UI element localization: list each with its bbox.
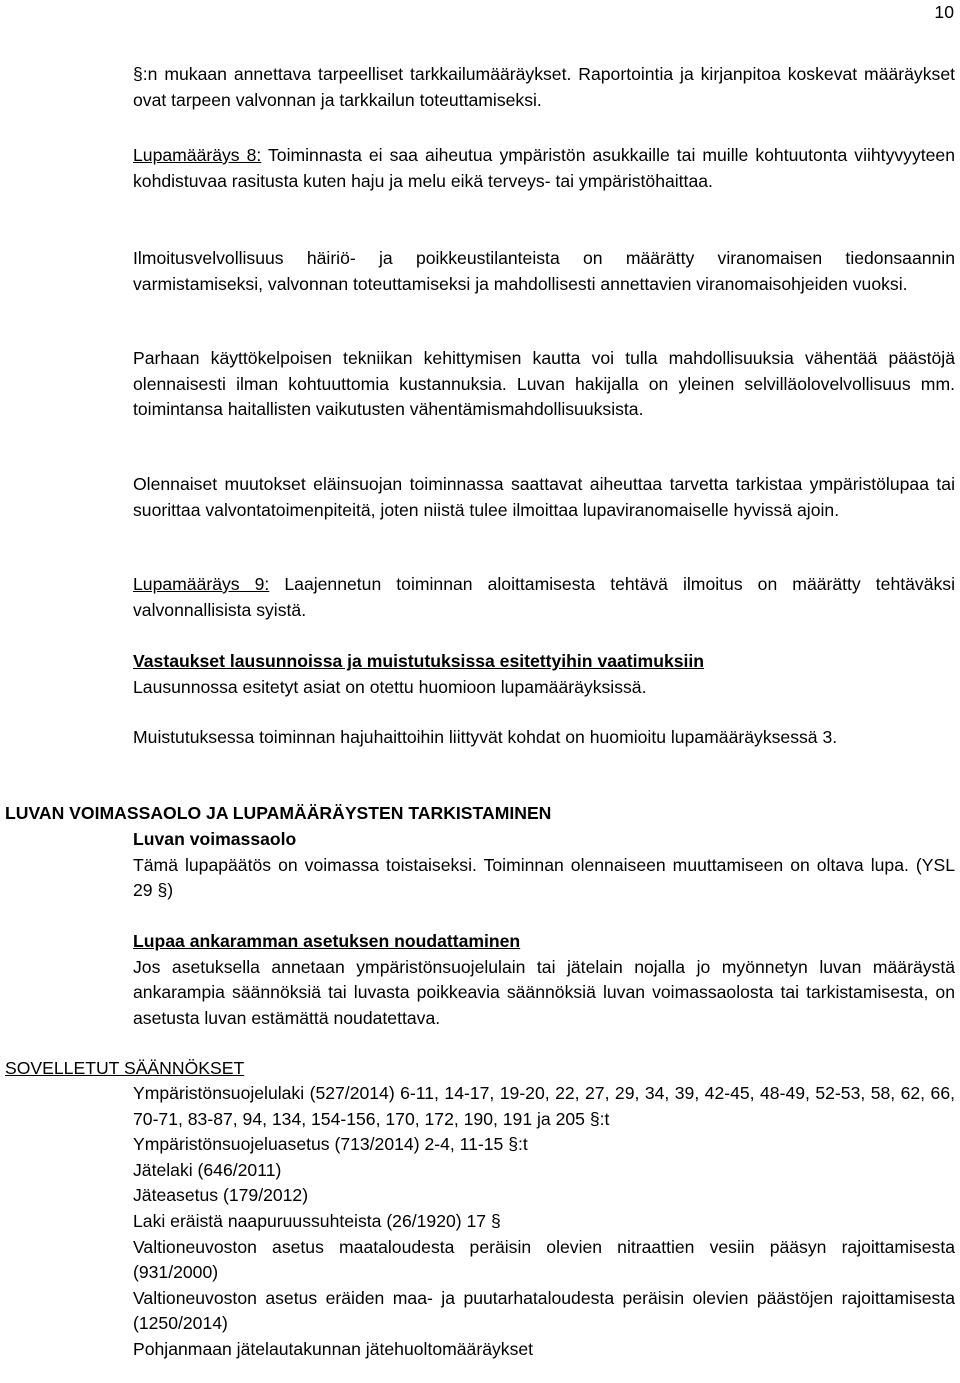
regulation-item-text: Laki eräistä naapuruussuhteista (26/1920) 17 — [133, 1210, 491, 1231]
validity-text-main: Tämä lupapäätös on voimassa toistaiseksi. Toiminnan olennaiseen muuttamiseen on oltava lupa. (YSL 29 — [133, 854, 955, 901]
regulation-item: Jätelaki (646/2011) — [133, 1159, 282, 1180]
paragraph-monitoring — [133, 62, 955, 113]
paragraph-text: :n mukaan annettava tarpeelliset tarkkailumääräykset. Raportointia ja kirjanpitoa koskevat määräykset ovat tarpeen valvonnan ja tarkkailun toteuttamiseksi. — [133, 64, 955, 110]
paragraph-permit-condition-9 — [133, 572, 955, 623]
section-symbol: § — [508, 1134, 519, 1155]
regulation-item-text: Ympäristönsuojelulaki (527/2014) 6-11, 14-17, 19-20, 22, 27, 29, 34, 39, 42-45, 48-49, 52-53, 58, 62, 66, 70-71, 83-87, 94, 134, 154-156, 170, 172, 190, 191 ja 205 — [133, 1083, 955, 1129]
regulation-item: Jäteasetus (179/2012) — [133, 1185, 309, 1206]
regulation-item: Valtioneuvoston asetus eräiden maa- ja puutarhataloudesta peräisin olevien päästöjen rajoittamisesta (1250/2014) — [133, 1287, 955, 1334]
permit-condition-label: Lupamääräys 8: — [133, 145, 262, 165]
regulation-item — [133, 1132, 955, 1158]
validity-main-heading-wrap — [5, 801, 955, 827]
paragraph-text: Olennaiset muutokset eläinsuojan toiminnassa saattavat aiheuttaa tarvetta tarkistaa ympäristölupaa tai suorittaa valvontatoimenpiteitä, joten niistä tulee ilmoittaa lupaviranomaiselle hyvissä ajoin. — [133, 474, 955, 520]
paragraph-notification-duty — [133, 246, 955, 297]
paragraph-substantial-changes — [133, 472, 955, 523]
section-symbol: § — [133, 64, 143, 84]
applied-heading-wrap — [5, 1056, 955, 1082]
responses-text-objection: Muistutuksessa toiminnan hajuhaittoihin liittyvät kohdat on huomioitu lupamääräyksessä 3. — [133, 727, 838, 747]
stricter-decree-text: Jos asetuksella annetaan ympäristönsuojelulain tai jätelain nojalla jo myönnetyn luvan määräystä ankarampia säännöksiä tai luvasta poikkeavia säännöksiä luvan voimassaolosta tai tarkistamisesta, on asetusta luvan estämättä noudatettava. — [133, 956, 955, 1028]
responses-heading: Vastaukset lausunnoissa ja muistutuksissa esitettyihin vaatimuksiin — [133, 651, 705, 671]
applied-regulations-heading: SOVELLETUT SÄÄNNÖKSET — [5, 1058, 245, 1078]
section-symbol: § — [157, 880, 168, 901]
section-symbol: § — [589, 1108, 600, 1129]
validity-text-end: ) — [167, 880, 174, 901]
regulation-item-suffix: :t — [518, 1134, 528, 1155]
regulation-item — [133, 1209, 955, 1235]
section-symbol: § — [490, 1210, 501, 1231]
regulation-item-suffix: :t — [599, 1108, 610, 1129]
paragraph-text: Laajennetun toiminnan aloittamisesta tehtävä ilmoitus on määrätty tehtäväksi valvonnallisista syistä. — [133, 574, 955, 620]
paragraph-best-technique — [133, 346, 955, 423]
responses-objection — [133, 725, 955, 751]
validity-text — [133, 853, 955, 904]
regulation-item: Valtioneuvoston asetus maataloudesta peräisin olevien nitraattien vesiin pääsyn rajoittamisesta (931/2000) — [133, 1236, 955, 1283]
applied-regulations-list — [133, 1081, 955, 1363]
stricter-decree-section — [133, 929, 955, 1031]
validity-section — [133, 827, 955, 904]
paragraph-text: Ilmoitusvelvollisuus häiriö- ja poikkeustilanteista on määrätty viranomaisen tiedonsaannin varmistamiseksi, valvonnan toteuttamiseksi ja mahdollisesti annettavien viranomaisohjeiden vuoksi. — [133, 248, 955, 294]
responses-section — [133, 649, 955, 700]
page-number: 10 — [934, 2, 954, 22]
regulation-item — [133, 1081, 955, 1132]
paragraph-text: Toiminnasta ei saa aiheutua ympäristön asukkaille tai muille kohtuutonta viihtyvyyteen kohdistuvaa rasitusta kuten haju ja melu eikä terveys- tai ympäristöhaittaa. — [133, 145, 956, 191]
stricter-decree-heading: Lupaa ankaramman asetuksen noudattaminen — [133, 931, 521, 951]
permit-condition-label: Lupamääräys 9: — [133, 574, 270, 594]
regulation-item: Pohjanmaan jätelautakunnan jätehuoltomääräykset — [133, 1338, 534, 1359]
paragraph-text: Parhaan käyttökelpoisen tekniikan kehittymisen kautta voi tulla mahdollisuuksia vähentää päästöjä olennaisesti ilman kohtuuttomia kustannuksia. Luvan hakijalla on yleinen selvilläolovelvollisuus mm. toimintansa haitallisten vaikutusten vähentämismahdollisuuksista. — [133, 348, 955, 420]
responses-text-statement: Lausunnossa esitetyt asiat on otettu huomioon lupamääräyksissä. — [133, 676, 647, 697]
validity-main-heading: LUVAN VOIMASSAOLO JA LUPAMÄÄRÄYSTEN TARKISTAMINEN — [5, 803, 552, 823]
validity-subheading: Luvan voimassaolo — [133, 829, 297, 849]
regulation-item-text: Ympäristönsuojeluasetus (713/2014) 2-4, 11-15 — [133, 1134, 509, 1155]
paragraph-permit-condition-8 — [133, 143, 955, 194]
